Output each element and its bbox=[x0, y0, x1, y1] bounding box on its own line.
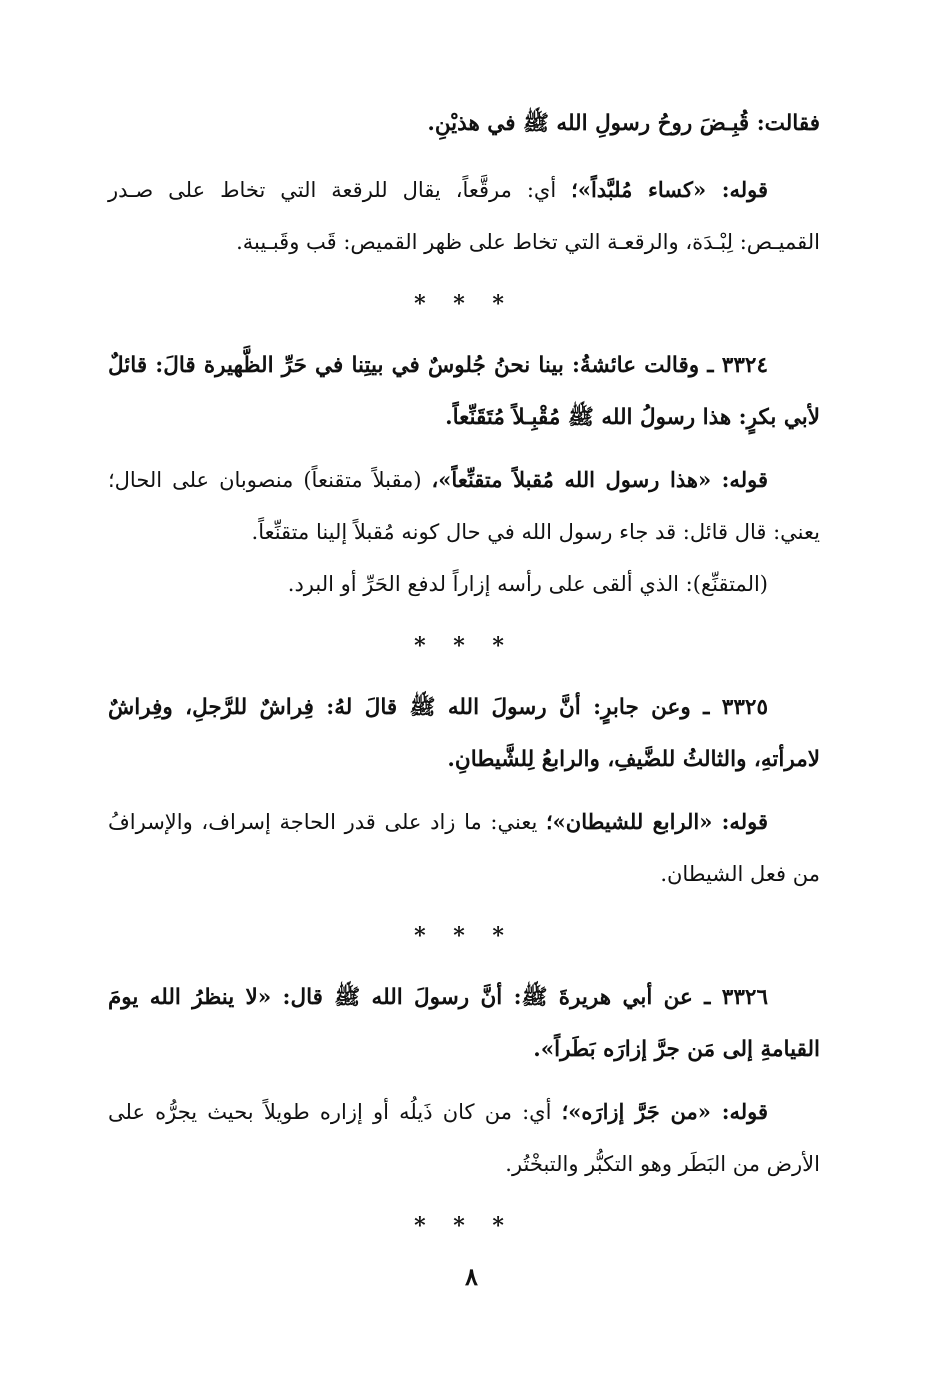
section-divider: * * * bbox=[414, 923, 514, 949]
commentary-label: قوله: «من جَرَّ إزارَه»؛ bbox=[561, 1099, 768, 1124]
commentary-text: أي: مرقَّعاً، يقال للرقعة التي تخاط على صـدر القميـص: لِبْـدَة، والرقعـة التي تخاط على ظهر القميص: قَب وقَبـيبة. bbox=[108, 178, 820, 254]
commentary-text: (مقبلاً متقنعاً) منصوبان على الحال؛ يعني: قال قائل: قد جاء رسول الله في حال كونه مُقبلاً إلينا متقنِّعاً. bbox=[108, 468, 820, 544]
commentary-paragraph bbox=[108, 164, 820, 268]
commentary-paragraph bbox=[108, 1086, 820, 1190]
section-divider: * * * bbox=[414, 633, 514, 659]
commentary-label: قوله: «هذا رسول الله مُقبلاً متقنِّعاً»، bbox=[431, 467, 768, 492]
commentary-text: يعني: ما زاد على قدر الحاجة إسراف، والإسرافُ من فعل الشيطان. bbox=[108, 810, 820, 886]
commentary-text: أي: من كان ذَيلُه أو إزاره طويلاً بحيث يجرُّه على الأرض من البَطَر وهو التكبُّر والتبخْتُر. bbox=[108, 1100, 820, 1176]
page-body bbox=[108, 98, 820, 1262]
hadith-3325: ٣٣٢٥ ـ وعن جابرٍ: أنَّ رسولَ الله ﷺ قالَ لهُ: فِراشٌ للرَّجلِ، وفِراشٌ لامرأتهِ، والثالثُ للضَّيفِ، والرابعُ لِلشَّيطانِ. bbox=[108, 695, 820, 772]
commentary-label: قوله: «كساء مُلبَّداً»؛ bbox=[571, 177, 768, 202]
hadith-continuation: فقالت: قُبِـضَ روحُ رسولِ الله ﷺ في هذيْنِ. bbox=[427, 111, 820, 136]
hadith-3326: ٣٣٢٦ ـ عن أبي هريرةَ ﷺ: أنَّ رسولَ الله ﷺ قال: «لا ينظرُ الله يومَ القيامةِ إلى مَن جرَّ إزارَه بَطَراً». bbox=[108, 985, 820, 1062]
definition-paragraph: (المتقنِّع): الذي ألقى على رأسه إزاراً لدفع الحَرِّ أو البرد. bbox=[287, 572, 768, 596]
hadith-3324: ٣٣٢٤ ـ وقالت عائشةُ: بينا نحنُ جُلوسٌ في بيتِنا في حَرِّ الظَّهيرة قالَ: قائلٌ لأبي بكرٍ: هذا رسولُ الله ﷺ مُقْبِـلاً مُتَقَنِّعاً. bbox=[108, 353, 820, 430]
commentary-paragraph bbox=[108, 796, 820, 900]
section-divider: * * * bbox=[414, 291, 514, 317]
commentary-label: قوله: «الرابع للشيطان»؛ bbox=[546, 809, 768, 834]
page-number: ٨ bbox=[465, 1262, 478, 1291]
commentary-paragraph bbox=[108, 454, 820, 558]
section-divider: * * * bbox=[414, 1213, 514, 1239]
